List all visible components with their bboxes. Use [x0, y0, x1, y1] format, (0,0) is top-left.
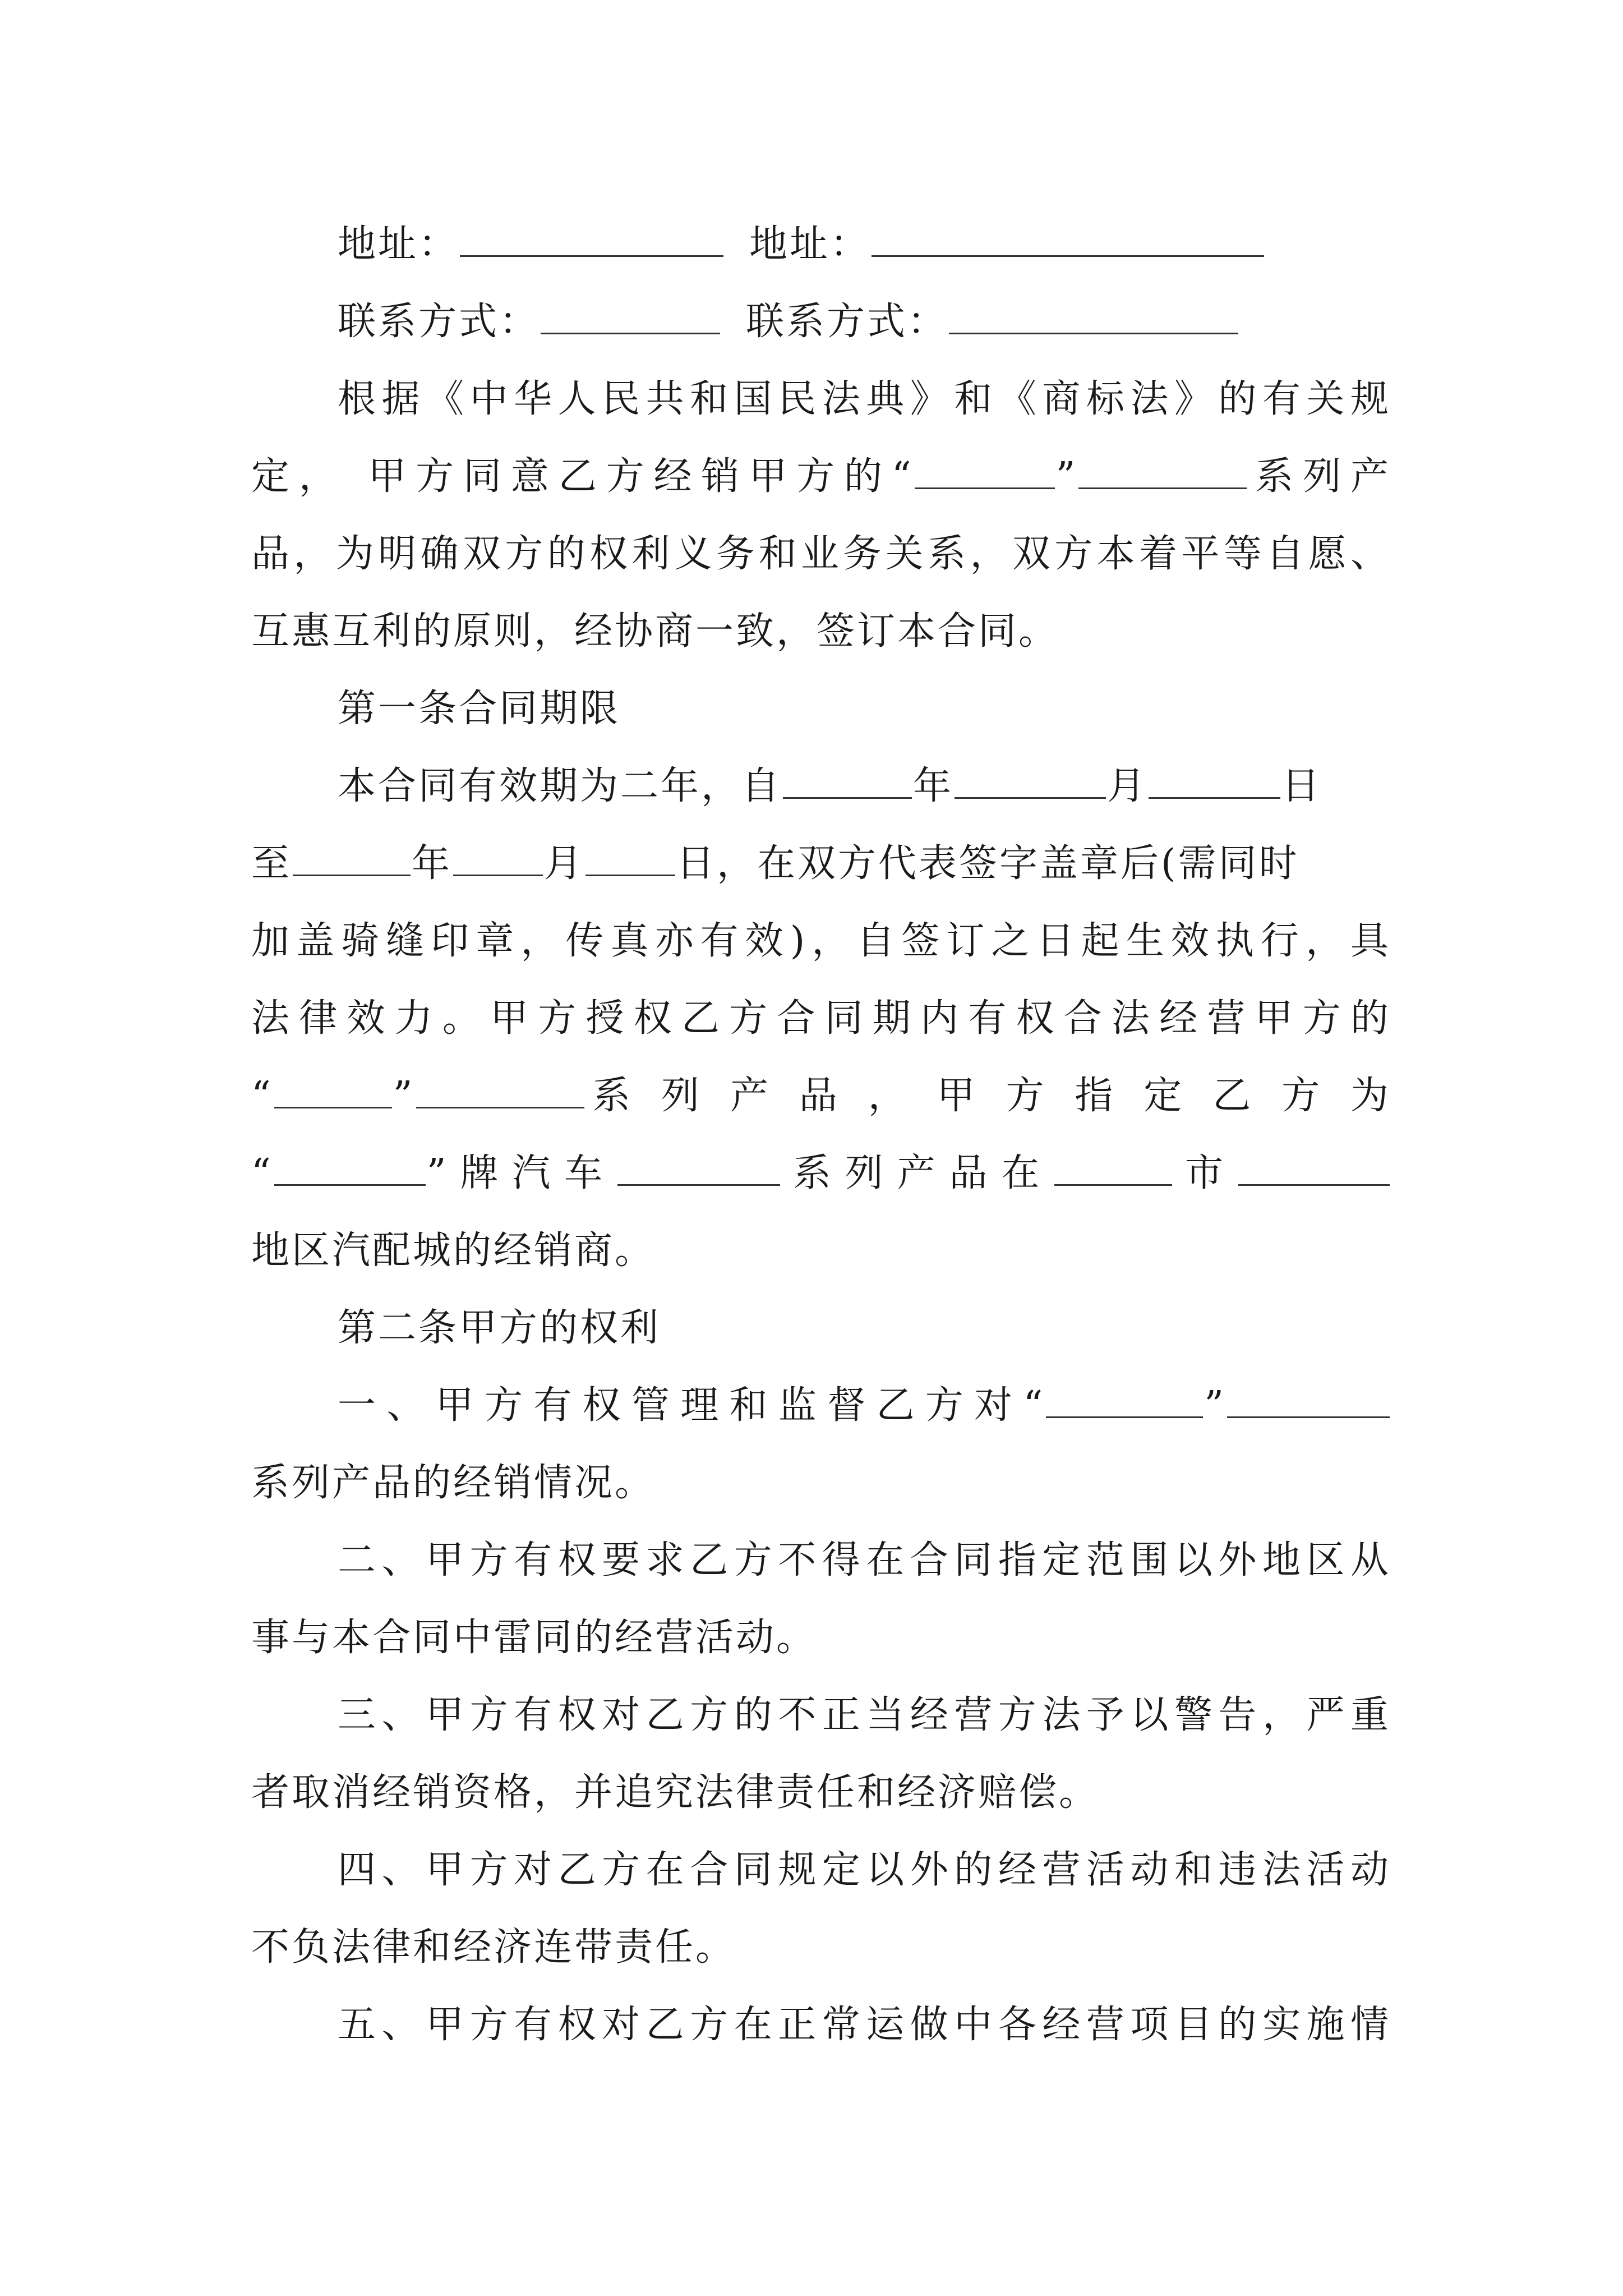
brand-blank [274, 1072, 392, 1108]
contact-row [338, 295, 1477, 349]
article-1-line-4: 法律效力。甲方授权乙方合同期内有权合法经营甲方的 [251, 996, 1391, 1041]
district-blank [1238, 1149, 1390, 1186]
article-text: 日 [1281, 764, 1322, 808]
article-1-line-7: 地区汽配城的经销商。 [251, 1228, 656, 1273]
series-blank [1078, 453, 1247, 489]
article-text: 本合同有效期为二年，自 [338, 764, 782, 808]
start-year-blank [783, 762, 912, 799]
article-2-item-3: 三、甲方有权对乙方的不正当经营方法予以警告，严重 [338, 1693, 1391, 1737]
party-b-address-label: 地址： [749, 222, 871, 266]
party-a-contact-blank [541, 298, 720, 334]
start-month-blank [955, 762, 1106, 799]
party-a-address-label: 地址： [338, 222, 459, 266]
article-text: 市 [1173, 1151, 1237, 1195]
article-2-item-1-cont: 系列产品的经销情况。 [251, 1461, 656, 1505]
preamble-line-1: 根据《中华人民共和国民法典》和《商标法》的有关规 [338, 377, 1391, 421]
article-2-item-5: 五、甲方有权对乙方在正常运做中各经营项目的实施情 [338, 2003, 1391, 2047]
article-text: 月 [1107, 764, 1148, 808]
party-b-contact-blank [949, 298, 1238, 334]
article-2-item-3-cont: 者取消经销资格，并追究法律责任和经济赔偿。 [251, 1770, 1100, 1815]
article-text: 系列产品在 [781, 1151, 1054, 1195]
preamble-quote: ” [1055, 454, 1078, 499]
car-brand-blank [274, 1149, 426, 1186]
preamble-line-2 [251, 450, 1391, 504]
article-1-line-3: 加盖骑缝印章，传真亦有效)，自签订之日起生效执行，具 [251, 919, 1391, 963]
article-text: 年 [412, 841, 453, 886]
party-b-contact-label: 联系方式： [746, 300, 948, 344]
party-b-address-blank [872, 220, 1264, 257]
article-text: 至 [251, 841, 292, 886]
article-2-item-2: 二、甲方有权要求乙方不得在合同指定范围以外地区从 [338, 1538, 1391, 1582]
brand-blank [915, 453, 1055, 489]
article-quote: ” [393, 1074, 415, 1118]
article-text: ”牌汽车 [426, 1151, 617, 1195]
article-2-item-4-cont: 不负法律和经济连带责任。 [251, 1925, 736, 1970]
article-text: 月 [544, 841, 585, 886]
end-day-blank [585, 840, 675, 876]
brand-blank [1046, 1382, 1203, 1418]
article-2-item-2-cont: 事与本合同中雷同的经营活动。 [251, 1616, 817, 1660]
series-blank [1227, 1382, 1390, 1418]
article-1-line-2 [251, 837, 1391, 891]
article-text: 系 列 产 品 ， 甲 方 指 定 乙 方 为 [585, 1074, 1391, 1118]
address-row [338, 218, 1477, 272]
article-quote: “ [251, 1074, 273, 1118]
article-2-item-1 [338, 1379, 1391, 1433]
article-1-line-6 [251, 1147, 1391, 1200]
article-quote: ” [1204, 1383, 1226, 1428]
article-1-line-5 [251, 1069, 1391, 1123]
article-quote: “ [251, 1151, 273, 1195]
article-text: 一、甲方有权管理和监督乙方对“ [338, 1383, 1045, 1428]
preamble-text: 系列产 [1248, 454, 1391, 499]
start-day-blank [1149, 762, 1280, 799]
end-month-blank [453, 840, 543, 876]
article-1-line-1 [338, 760, 1391, 813]
article-text: 日，在双方代表签字盖章后(需同时 [676, 841, 1299, 886]
series-blank [416, 1072, 584, 1108]
city-blank [1054, 1149, 1172, 1186]
preamble-text: 定， 甲方同意乙方经销甲方的“ [251, 454, 914, 499]
article-text: 年 [913, 764, 954, 808]
preamble-line-3: 品，为明确双方的权利义务和业务关系，双方本着平等自愿、 [251, 532, 1391, 576]
series-blank [617, 1149, 780, 1186]
party-a-contact-label: 联系方式： [338, 300, 540, 344]
party-a-address-blank [460, 220, 723, 257]
end-year-blank [293, 840, 411, 876]
article-2-title: 第二条甲方的权利 [338, 1306, 661, 1350]
preamble-line-4: 互惠互利的原则，经协商一致，签订本合同。 [251, 609, 1059, 654]
article-1-title: 第一条合同期限 [338, 687, 621, 731]
article-2-item-4: 四、甲方对乙方在合同规定以外的经营活动和违法活动 [338, 1848, 1391, 1892]
